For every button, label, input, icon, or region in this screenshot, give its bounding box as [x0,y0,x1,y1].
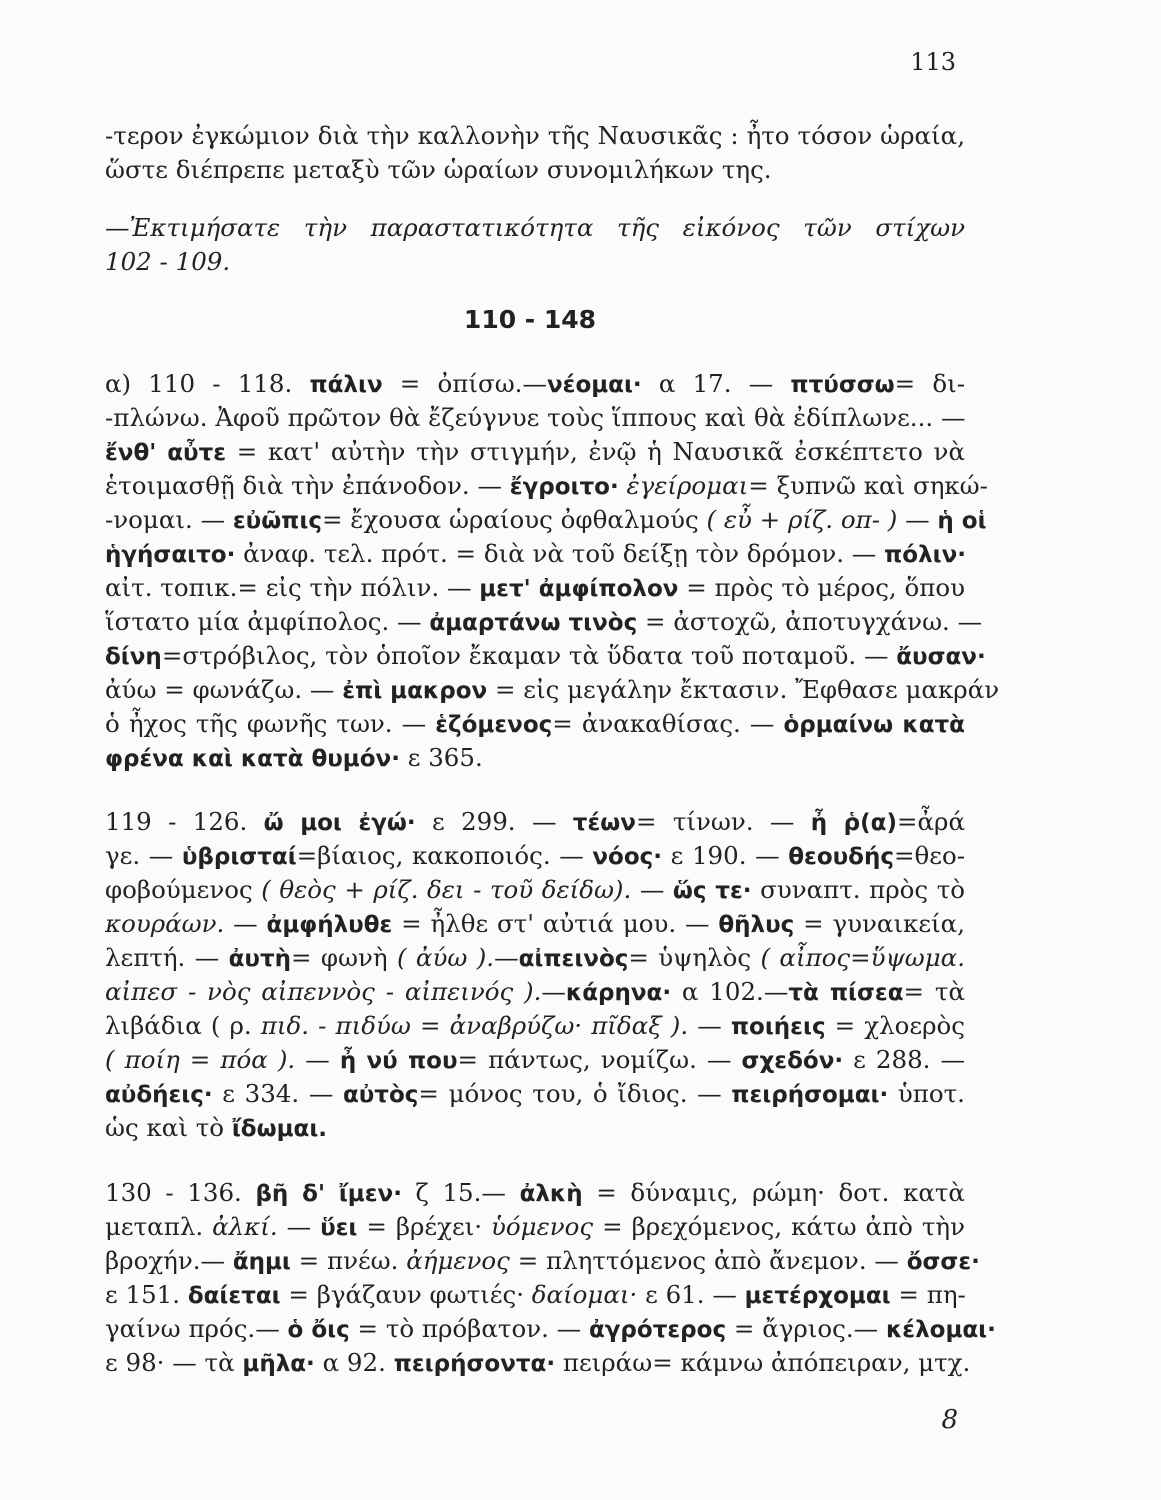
section-heading: 110 - 148 [463,305,597,334]
page-number: 113 [910,48,956,76]
text-line: γαίνω πρός.— ὁ ὄις = τὸ πρόβατον. — ἀγρότερος = ἄγριος.— κέλομαι· [105,1314,996,1343]
text-line: -νομαι. — εὐῶπις= ἔχουσα ὡραίους ὀφθαλμούς ( εὖ + ρίζ. οπ- ) — ἡ οἱ [105,505,987,534]
text-line: αἰτ. τοπικ.= εἰς τὴν πόλιν. — μετ' ἀμφίπολον = πρὸς τὸ μέρος, ὅπου [105,573,965,602]
text-line: ἵστατο μία ἀμφίπολος. — ἀμαρτάνω τινὸς = ἀστοχῶ, ἀποτυγχάνω. — [105,607,983,636]
text-line: ἡγήσαιτο· ἀναφ. τελ. πρότ. = διὰ νὰ τοῦ δείξῃ τὸν δρόμον. — πόλιν· [105,539,967,568]
text-line: μεταπλ. ἀλκί. — ὕει = βρέχει· ὑόμενος = βρεχόμενος, κάτω ἀπὸ τὴν [105,1212,966,1241]
text-line: αἰπεσ - νὸς αἰπεννὸς - αἰπεινός ).—κάρηνα· α 102.—τὰ πίσεα= τὰ [105,977,965,1006]
text-line: ὥστε διέπρεπε μεταξὺ τῶν ὡραίων συνομιλήκων της. [105,155,772,184]
text-line: δίνη=στρόβιλος, τὸν ὁποῖον ἔκαμαν τὰ ὕδατα τοῦ ποταμοῦ. — ἄυσαν· [105,641,986,670]
exercise-prompt: —Ἐκτιμήσατε τὴν παραστατικότητα τῆς εἰκόνος τῶν στίχων [105,213,965,242]
signature-mark: 8 [941,1405,958,1435]
text-line: ὁ ἦχος τῆς φωνῆς των. — ἑζόμενος= ἀνακαθίσας. — ὁρμαίνω κατὰ [105,709,965,738]
text-line: λιβάδια ( ρ. πιδ. - πιδύω = ἀναβρύζω· πῖδαξ ). — ποιήεις = χλοερὸς [105,1011,966,1040]
text-line: αὐδήεις· ε 334. — αὐτὸς= μόνος του, ὁ ἴδιος. — πειρήσομαι· ὑποτ. [105,1079,965,1108]
text-line: ὡς καὶ τὸ ἴδωμαι. [105,1113,328,1142]
text-line: κουράων. — ἀμφήλυθε = ἦλθε στ' αὐτιά μου. — θῆλυς = γυναικεία, [105,909,965,938]
exercise-verse-ref: 102 - 109. [105,247,231,276]
text-line: βροχήν.— ἄημι = πνέω. ἀήμενος = πληττόμενος ἀπὸ ἄνεμον. — ὄσσε· [105,1246,980,1275]
text-line: ἔνθ' αὖτε = κατ' αὐτὴν τὴν στιγμήν, ἐνῷ ἡ Ναυσικᾶ ἐσκέπτετο νὰ [105,437,965,466]
text-line: ε 98· — τὰ μῆλα· α 92. πειρήσοντα· πειράω= κάμνω ἀπόπειραν, μτχ. [105,1348,971,1377]
text-line: -τερον ἐγκώμιον διὰ τὴν καλλονὴν τῆς Ναυσικᾶς : ἦτο τόσον ὡραία, [105,121,965,150]
text-line: 119 - 126. ὤ μοι ἐγώ· ε 299. — τέων= τίνων. — ἦ ῥ(α)=ἆρά [105,807,965,836]
text-line: φρένα καὶ κατὰ θυμόν· ε 365. [105,743,483,772]
text-line: α) 110 - 118. πάλιν = ὀπίσω.—νέομαι· α 17. — πτύσσω= δι- [105,369,965,398]
text-line: ἀύω = φωνάζω. — ἐπὶ μακρον = εἰς μεγάλην ἔκτασιν. Ἔφθασε μακράν [105,675,1000,704]
text-line: γε. — ὑβρισταί=βίαιος, κακοποιός. — νόος· ε 190. — θεουδής=θεο- [105,841,965,870]
text-line: -πλώνω. Ἀφοῦ πρῶτον θὰ ἔζεύγνυε τοὺς ἵππους καὶ θὰ ἐδίπλωνε... — [105,403,966,432]
text-line: 130 - 136. βῆ δ' ἴμεν· ζ 15.— ἀλκὴ = δύναμις, ρώμη· δοτ. κατὰ [105,1178,965,1207]
text-line: φοβούμενος ( θεὸς + ρίζ. δει - τοῦ δείδω). — ὥς τε· συναπτ. πρὸς τὸ [105,875,965,904]
text-line: ἑτοιμασθῇ διὰ τὴν ἐπάνοδον. — ἔγροιτο· ἐγείρομαι= ξυπνῶ καὶ σηκώ- [105,471,988,500]
text-line: λεπτή. — ἀυτὴ= φωνὴ ( ἀύω ).—αἰπεινὸς= ὑψηλὸς ( αἶπος=ὕψωμα. [105,943,966,972]
text-line: ( ποίη = πόα ). — ἦ νύ που= πάντως, νομίζω. — σχεδόν· ε 288. — [105,1045,966,1074]
text-line: ε 151. δαίεται = βγάζαυν φωτιές· δαίομαι· ε 61. — μετέρχομαι = πη- [105,1280,966,1309]
